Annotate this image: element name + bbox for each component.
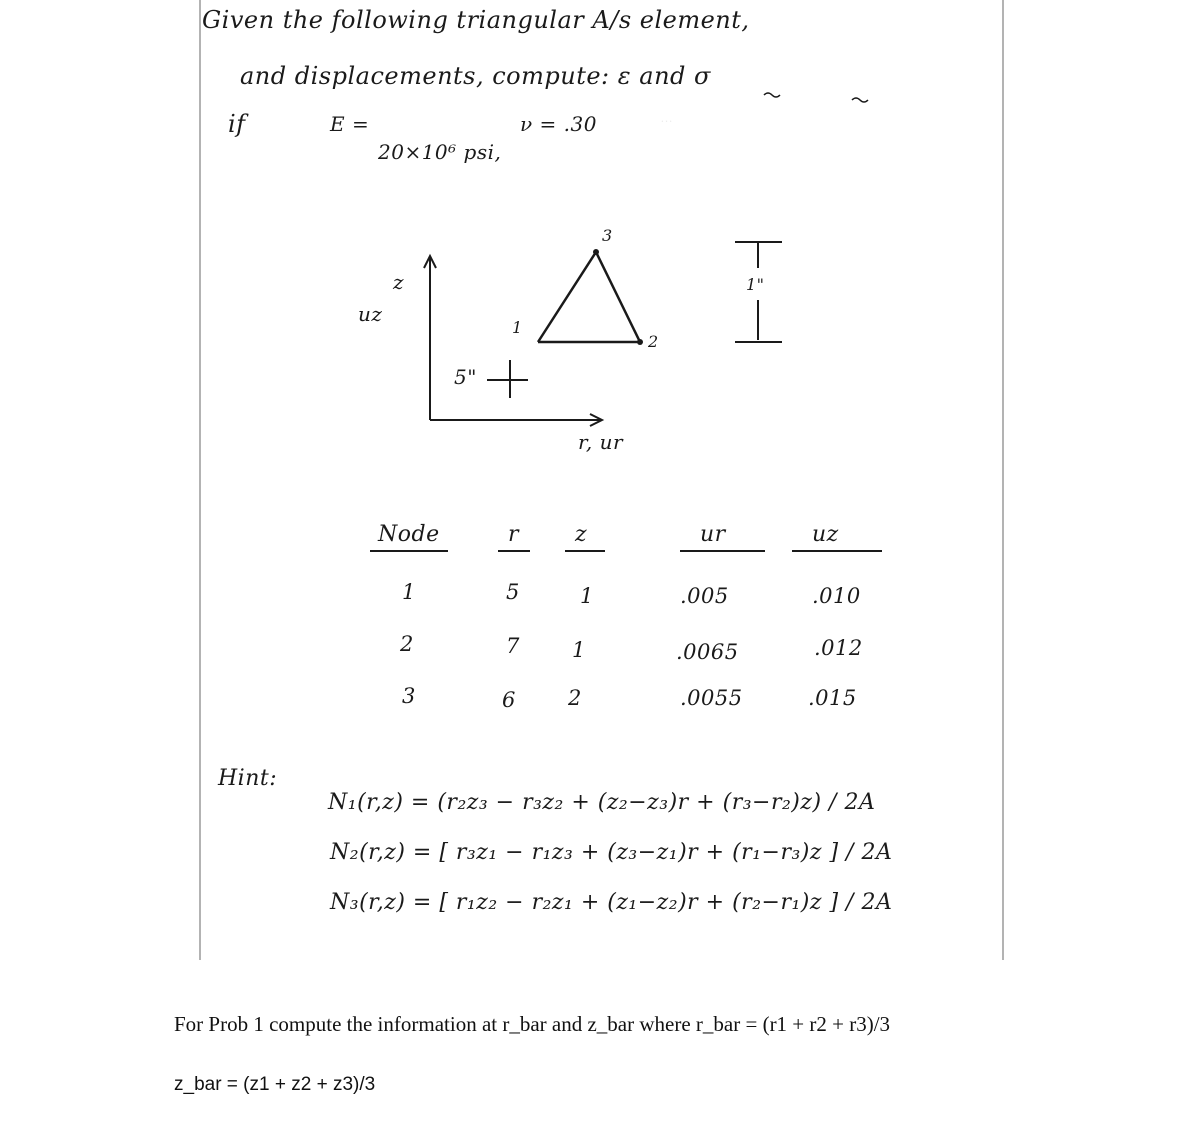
table-header-node: Node (378, 522, 440, 547)
equation-n3: N₃(r,z) = [ r₁z₂ − r₂z₁ + (z₁−z₂)r + (r₂−r₁)z ] / 2A (330, 890, 893, 915)
e-value: 20×10⁶ psi, (378, 140, 502, 164)
table-cell: 1 (580, 584, 594, 608)
table-cell: .0055 (680, 686, 743, 710)
triangle-element (538, 252, 640, 342)
node-3-label: 3 (602, 226, 613, 245)
tilde-marks (764, 93, 868, 102)
table-cell: 5 (506, 580, 520, 604)
node-2-label: 2 (648, 332, 659, 351)
intro-line-2: and displacements, compute: ε and σ (240, 62, 711, 90)
table-cell: .015 (808, 686, 857, 710)
e-label: E = (330, 112, 370, 136)
table-header-z: z (575, 522, 588, 547)
prob-instruction-line: For Prob 1 compute the information at r_bar and z_bar where r_bar = (r1 + r2 + r3)/3 (174, 1012, 891, 1036)
nu-value: ν = .30 (520, 112, 597, 136)
node-2-dot (637, 339, 643, 345)
table-header-uz: uz (812, 522, 839, 547)
table-cell: 2 (568, 686, 582, 710)
axis-z-label: z (393, 270, 405, 294)
axis-r-label: r, ur (578, 430, 624, 454)
table-cell: 7 (506, 634, 520, 658)
intro-line-1: Given the following triangular A/s element, (202, 6, 750, 34)
table-cell: 6 (502, 688, 516, 712)
if-label: if (228, 110, 246, 138)
equation-n1: N₁(r,z) = (r₂z₃ − r₃z₂ + (z₂−z₃)r + (r₃−r₂)z) / 2A (328, 790, 876, 815)
table-cell: .005 (680, 584, 729, 608)
table-cell: .0065 (676, 640, 739, 664)
table-cell: .010 (812, 584, 861, 608)
table-cell: 3 (402, 684, 416, 708)
dim-5in-label: 5" (454, 365, 477, 389)
dimension-5in (487, 360, 528, 398)
table-cell: 2 (400, 632, 414, 656)
bleed-through-text: … (660, 110, 673, 125)
dim-1in-label: 1" (746, 275, 765, 294)
node-1-label: 1 (512, 318, 523, 337)
table-header-ur: ur (700, 522, 726, 547)
table-cell: 1 (572, 638, 586, 662)
equation-n2: N₂(r,z) = [ r₃z₁ − r₁z₃ + (z₃−z₁)r + (r₁−r₃)z ] / 2A (330, 840, 893, 865)
zbar-definition-line: z_bar = (z1 + z2 + z3)/3 (174, 1074, 376, 1095)
table-cell: .012 (814, 636, 863, 660)
triangle-outline (538, 252, 640, 342)
table-header-r: r (508, 522, 520, 547)
hint-label: Hint: (218, 766, 278, 791)
table-cell: 1 (402, 580, 416, 604)
axis-uz-label: uz (358, 302, 383, 326)
node-3-dot (593, 249, 599, 255)
